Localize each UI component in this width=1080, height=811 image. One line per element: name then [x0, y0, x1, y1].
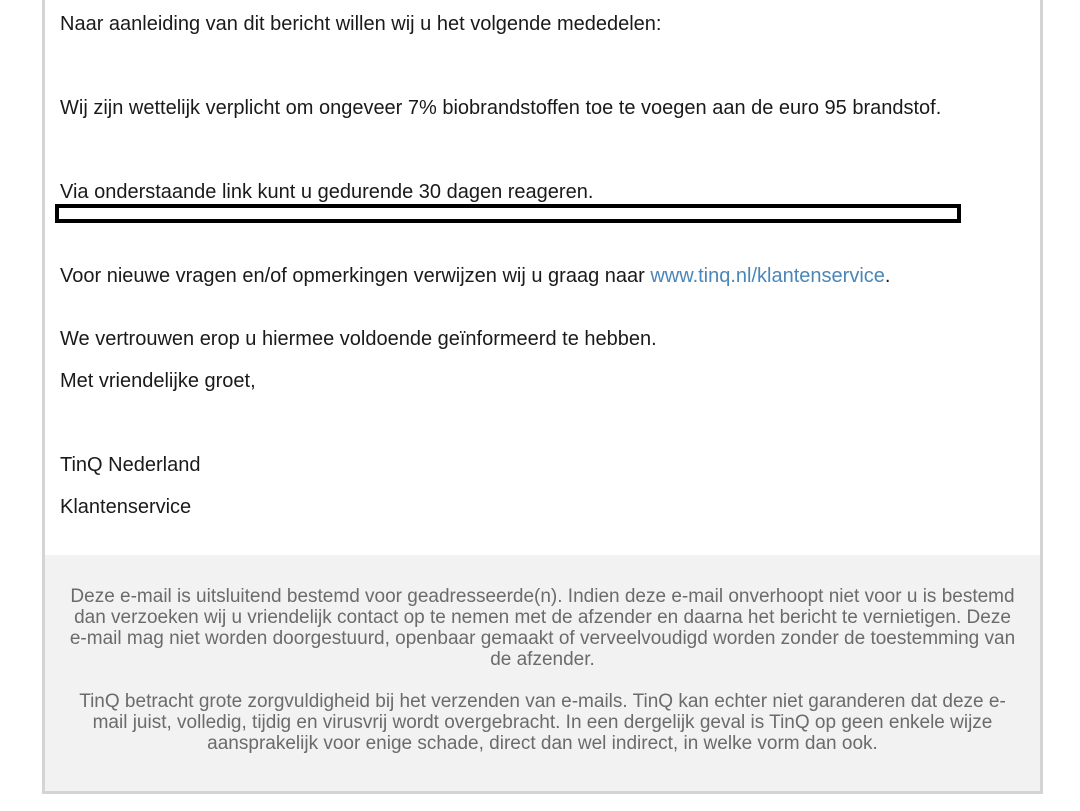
intro-paragraph: Naar aanleiding van dit bericht willen wij u het volgende mededelen: [60, 13, 662, 35]
email-body-card [42, 0, 1043, 794]
contact-prefix: Voor nieuwe vragen en/of opmerkingen verwijzen wij u graag naar [60, 265, 651, 287]
disclaimer-recipient: Deze e-mail is uitsluitend bestemd voor geadresseerde(n). Indien deze e-mail onverhoopt niet voor u is bestemd dan verzoeken wij u vriendelijk contact op te nemen met de afzender en daarna het bericht te vernietigen. Deze e-mail mag niet worden doorgestuurd, openbaar gemaakt of verveelvoudigd worden zonder de toestemming van de afzender. [69, 586, 1016, 670]
sender-company: TinQ Nederland [60, 454, 201, 476]
disclaimer-liability: TinQ betracht grote zorgvuldigheid bij het verzenden van e-mails. TinQ kan echter niet garanderen dat deze e-mail juist, volledig, tijdig en virusvrij wordt overgebracht. In een dergelijk geval is TinQ op geen enkele wijze aansprakelijk voor enige schade, direct dan wel indirect, in welke vorm dan ook. [79, 691, 1006, 754]
customer-service-link[interactable]: www.tinq.nl/klantenservice [650, 265, 885, 287]
greeting: Met vriendelijke groet, [60, 370, 256, 392]
contact-paragraph [60, 264, 890, 288]
contact-suffix: . [884, 265, 891, 287]
redacted-link-box[interactable] [55, 204, 961, 223]
link-notice-paragraph: Via onderstaande link kunt u gedurende 30 dagen reageren. [60, 181, 594, 203]
closing-paragraph: We vertrouwen erop u hiermee voldoende geïnformeerd te hebben. [60, 328, 657, 350]
statement-paragraph: Wij zijn wettelijk verplicht om ongeveer 7% biobrandstoffen toe te voegen aan de euro 95 brandstof. [60, 97, 942, 119]
email-footer [45, 555, 1040, 791]
sender-department: Klantenservice [60, 496, 192, 518]
